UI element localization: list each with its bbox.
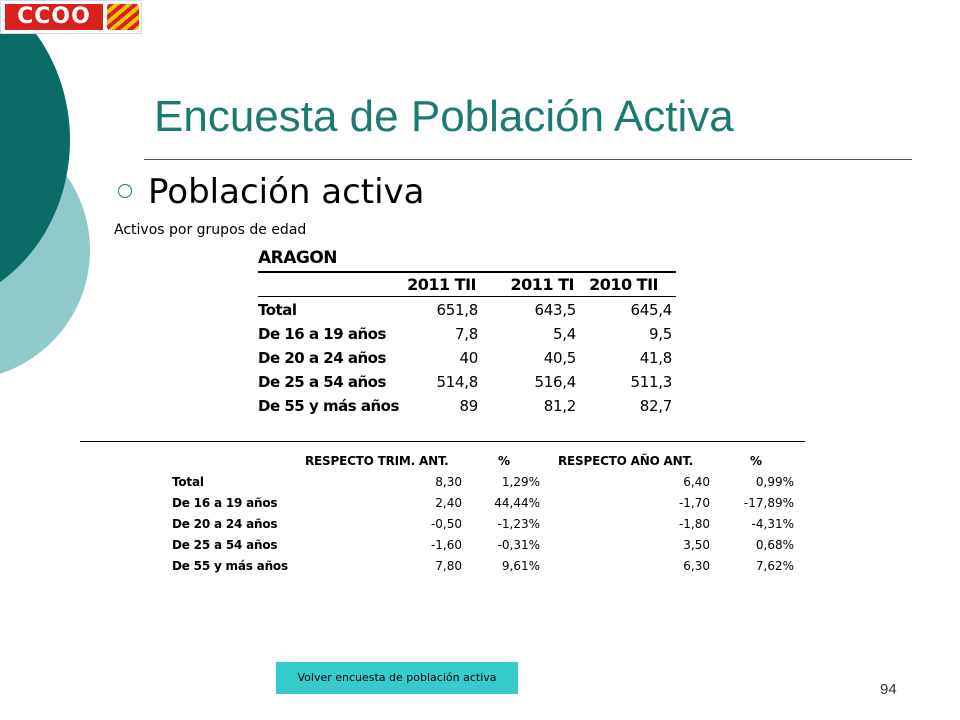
- row-label: De 55 y más años: [258, 397, 399, 415]
- cell-value: -17,89%: [743, 496, 794, 510]
- cell-value: 514,8: [436, 373, 478, 391]
- table-row: [172, 559, 802, 580]
- cell-value: -1,80: [678, 517, 710, 531]
- table-row: [258, 349, 678, 373]
- cell-value: 7,8: [455, 325, 478, 343]
- cell-value: 3,50: [683, 538, 710, 552]
- table-row: [172, 496, 802, 517]
- row-label: De 25 a 54 años: [258, 373, 386, 391]
- cell-value: 41,8: [639, 349, 672, 367]
- cell-value: -1,70: [678, 496, 710, 510]
- cell-value: 511,3: [630, 373, 672, 391]
- cell-value: 82,7: [639, 397, 672, 415]
- logo-text: CCOO: [5, 4, 103, 30]
- table-region: ARAGON: [258, 248, 338, 268]
- cell-value: 7,62%: [755, 559, 794, 573]
- cell-value: -1,23%: [497, 517, 540, 531]
- row-label: De 16 a 19 años: [258, 325, 386, 343]
- cell-value: 1,29%: [501, 475, 540, 489]
- cell-value: 645,4: [630, 301, 672, 319]
- row-label: Total: [258, 301, 297, 319]
- cell-value: 6,30: [683, 559, 710, 573]
- table-row: [258, 373, 678, 397]
- column-header: 2011 TII: [407, 275, 476, 294]
- cell-value: 7,80: [435, 559, 462, 573]
- column-header: 2011 TI: [510, 275, 574, 294]
- cell-value: 0,68%: [755, 538, 794, 552]
- table-row: [172, 475, 802, 496]
- cell-value: -1,60: [430, 538, 462, 552]
- table-row: [172, 517, 802, 538]
- title-divider: [144, 159, 912, 160]
- table-rule-top: [258, 271, 676, 273]
- column-header: RESPECTO TRIM. ANT.: [305, 454, 449, 468]
- bullet-circle-icon: [118, 184, 132, 198]
- cell-value: 89: [459, 397, 478, 415]
- cell-value: 651,8: [436, 301, 478, 319]
- cell-value: 44,44%: [494, 496, 540, 510]
- cell-value: 9,61%: [501, 559, 540, 573]
- cell-value: 643,5: [534, 301, 576, 319]
- table-rule-header: [258, 296, 676, 297]
- cell-value: 8,30: [435, 475, 462, 489]
- cell-value: 40,5: [543, 349, 576, 367]
- column-header: 2010 TII: [589, 275, 658, 294]
- cell-value: -4,31%: [751, 517, 794, 531]
- cell-value: 6,40: [683, 475, 710, 489]
- page-number: 94: [880, 681, 897, 698]
- column-header: %: [750, 454, 762, 468]
- cell-value: 9,5: [649, 325, 672, 343]
- table-row: [258, 397, 678, 421]
- aragon-flag-icon: [107, 4, 139, 30]
- ccoo-logo: [0, 0, 142, 34]
- cell-value: 5,4: [553, 325, 576, 343]
- cell-value: -0,50: [430, 517, 462, 531]
- table-row: [172, 538, 802, 559]
- cell-value: 516,4: [534, 373, 576, 391]
- row-label: De 20 a 24 años: [172, 517, 278, 531]
- row-label: De 20 a 24 años: [258, 349, 386, 367]
- table-rule-top: [80, 441, 805, 442]
- table-caption: Activos por grupos de edad: [114, 222, 307, 238]
- cell-value: 81,2: [543, 397, 576, 415]
- column-header: %: [498, 454, 510, 468]
- cell-value: 40: [459, 349, 478, 367]
- table-row: [258, 325, 678, 349]
- section-subtitle: Población activa: [148, 172, 425, 212]
- cell-value: 2,40: [435, 496, 462, 510]
- cell-value: 0,99%: [755, 475, 794, 489]
- table-row: [258, 301, 678, 325]
- row-label: De 16 a 19 años: [172, 496, 278, 510]
- row-label: De 25 a 54 años: [172, 538, 278, 552]
- back-to-survey-button[interactable]: Volver encuesta de población activa: [276, 662, 518, 694]
- column-header: RESPECTO AÑO ANT.: [558, 454, 694, 468]
- page-title: Encuesta de Población Activa: [154, 92, 734, 141]
- row-label: De 55 y más años: [172, 559, 288, 573]
- row-label: Total: [172, 475, 204, 489]
- cell-value: -0,31%: [497, 538, 540, 552]
